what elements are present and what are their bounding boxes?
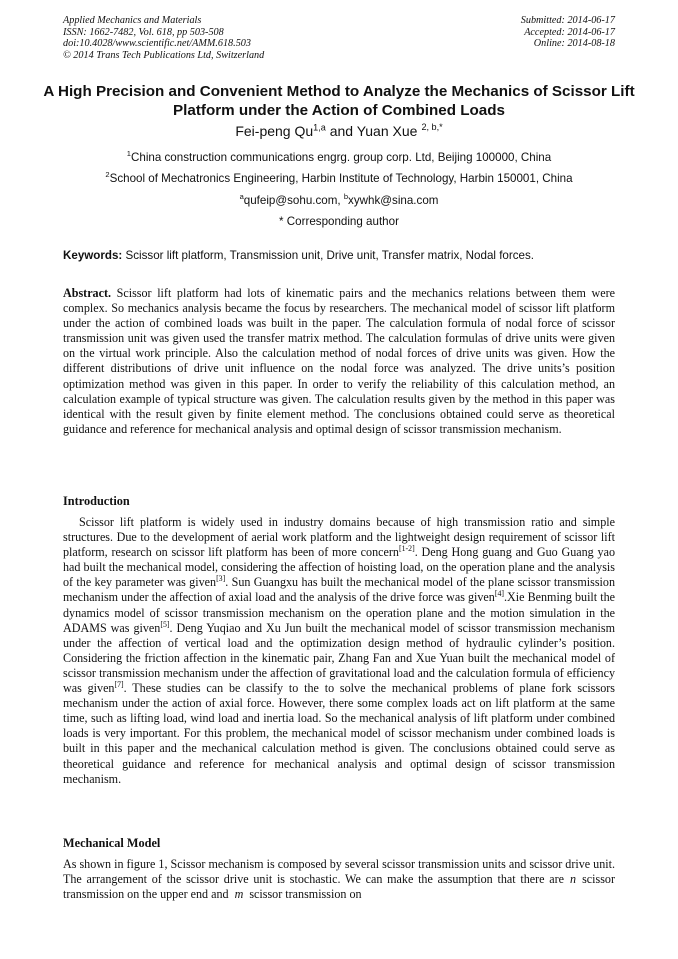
mechanical-model-paragraph	[63, 857, 615, 902]
intro-text-1: Scissor lift platform is widely used in industry domains because of high transmission ratio and simple structures. Due to the development of aerial work platform and the lightweight design requirement of scissor lift platform, research on scissor lift platform has been of more concern	[63, 515, 615, 560]
intro-text-5: . Deng Yuqiao and Xu Jun built the mechanical model of scissor transmission mechanism under the affection of vertical load and the optimization design method of hydraulic cylinder’s position. Considering the friction affection in the kinematic pair, Zhang Fan and Xue Yuan built the mechanical model of scissor transmission mechanism under the affection of gravitational load and the calculation formula of efficiency was given	[63, 620, 615, 696]
author-line	[0, 123, 678, 140]
journal-name: Applied Mechanics and Materials	[63, 15, 202, 26]
journal-header-left	[63, 15, 264, 61]
intro-text-6: . These studies can be classify to the to solve the mechanical problems of plane fork scissors mechanism under the action of axial force. However, there some complex loads act on lift platform at the same time, such as lifting load, wind load and inertia load. So the mechanical analysis of lift platform under combined loads is very important. For this problem, the mechanical model of scissor mechanism under combined loads is built in this paper and the mechanical calculation method is given. The conclusions obtained could serve as theoretical guidance and reference for mechanical analysis and optimal design of scissor transmission mechanism.	[63, 681, 615, 786]
affiliation-1	[0, 151, 678, 165]
author-1-superscript: 1,a	[313, 122, 326, 133]
intro-text-3: . Sun Guangxu has built the mechanical model of the plane scissor transmission mechanism under the affection of axial load and the analysis of the drive force was given	[63, 575, 616, 605]
affiliation-1-text: China construction communications engrg. group corp. Ltd, Beijing 100000, China	[131, 151, 552, 164]
email-a[interactable]: qufeip@sohu.com,	[243, 194, 344, 207]
keywords-label: Keywords:	[63, 249, 123, 262]
journal-header-right	[521, 15, 615, 50]
affiliation-1-superscript: 1	[126, 149, 131, 159]
journal-doi: doi:10.4028/www.scientific.net/AMM.618.503	[63, 38, 251, 50]
citation-3[interactable]: [3]	[216, 574, 226, 584]
variable-n: n	[570, 872, 577, 887]
variable-m: m	[234, 887, 244, 902]
online-date: Online: 2014-08-18	[533, 38, 615, 50]
author-1-name: Fei-peng Qu	[235, 123, 314, 139]
journal-issn: ISSN: 1662-7482, Vol. 618, pp 503-508	[63, 26, 224, 38]
accepted-date: Accepted: 2014-06-17	[524, 26, 615, 38]
affiliation-2-text: School of Mechatronics Engineering, Harbin Institute of Technology, Harbin 150001, China	[109, 172, 573, 185]
paper-title: A High Precision and Convenient Method to Analyze the Mechanics of Scissor Lift Platform under the Action of Combined Loads	[43, 83, 635, 119]
keywords	[63, 249, 615, 263]
introduction-heading: Introduction	[63, 494, 130, 508]
intro-text-2: . Deng Hong guang and Guo Guang yao had built the mechanical model, considering the affection of hoisting load, on the operation plane and the analysis of the key parameter was given	[63, 545, 615, 590]
submitted-date: Submitted: 2014-06-17	[520, 15, 615, 26]
author-2-superscript: 2, b,*	[421, 122, 443, 133]
citation-7[interactable]: [7]	[114, 680, 124, 689]
journal-copyright: © 2014 Trans Tech Publications Ltd, Switzerland	[63, 49, 265, 61]
mech-text-3: scissor transmission on	[249, 887, 362, 902]
email-b-superscript: b	[343, 192, 349, 202]
mech-text-2: scissor transmission on the upper end and	[63, 872, 615, 902]
abstract-text: Scissor lift platform had lots of kinematic pairs and the mechanics relations between them were complex. So mechanics analysis became the focus by researchers. The mechanical model of scissor lift platform under the action of combined loads was built in the paper. The calculation formula of nodal force of scissor transmission unit was given used the transfer matrix method. The calculation formulas of drive units were given on the virtual work principle. Also the calculation method of nodal forces of drive units was given. How the different distributions of drive unit influence on the nodal force was analyzed. The drive units’s position optimization method was given in this paper. In order to verify the reliability of this calculation method, an calculation example of typical structure was given. The calculation results given by the method in this paper was identical with the result given by finite element method. The conclusions obtained could serve as theoretical guidance and reference for mechanical analysis and optimal design of scissor transmission mechanism.	[63, 286, 615, 436]
author-2-name: Yuan Xue	[356, 123, 418, 139]
corresponding-author-note: * Corresponding author	[279, 215, 399, 228]
citation-1-2[interactable]: [1-2]	[398, 544, 415, 554]
keywords-text: Scissor lift platform, Transmission unit, Drive unit, Transfer matrix, Nodal forces.	[122, 249, 534, 262]
mechanical-model-heading: Mechanical Model	[63, 836, 161, 850]
author-emails	[0, 194, 678, 208]
email-a-superscript: a	[239, 192, 244, 202]
intro-text-4: .Xie Benming built the dynamics model of scissor transmission mechanism on the operation plane and the motion simulation in the ADAMS was given	[63, 590, 615, 635]
author-conjunction: and	[325, 123, 357, 139]
citation-4[interactable]: [4]	[494, 589, 505, 599]
affiliation-2-superscript: 2	[105, 170, 110, 180]
email-b[interactable]: xywhk@sina.com	[348, 194, 439, 207]
abstract	[63, 286, 615, 437]
abstract-label: Abstract.	[63, 286, 112, 300]
mech-text-1: As shown in figure 1, Scissor mechanism is composed by several scissor transmission units and scissor drive unit. The arrangement of the scissor drive unit is stochastic. We can make the assumption that there are	[63, 857, 615, 887]
affiliation-2	[0, 172, 678, 186]
citation-5[interactable]: [5]	[160, 619, 170, 629]
introduction-paragraph	[63, 515, 615, 787]
